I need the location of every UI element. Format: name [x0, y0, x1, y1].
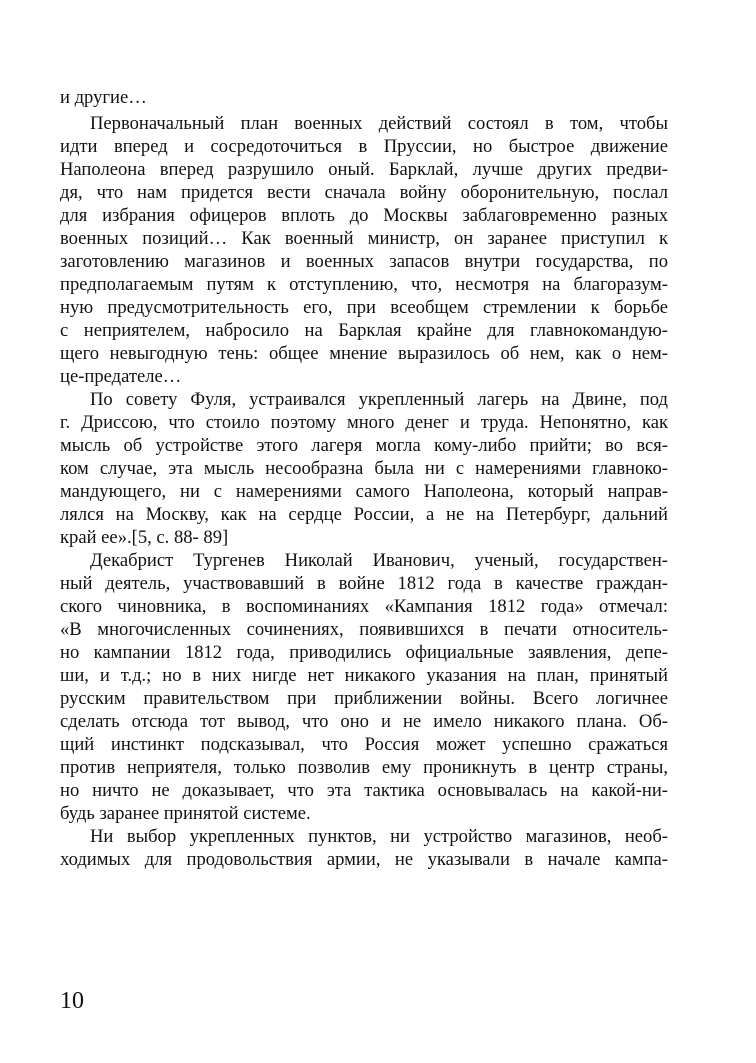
text-line: для избрания офицеров вплоть до Москвы заблаговременно разных — [60, 205, 668, 226]
text-line: ши, и т.д.; но в них нигде нет никакого указания на план, принятый — [60, 665, 668, 686]
text-line: мысль об устройстве этого лагеря могла кому-либо прийти; во вся- — [60, 435, 668, 456]
text-line: дя, что нам придется вести сначала войну оборонительную, послал — [60, 182, 668, 203]
text-line: предполагаемым путям к отступлению, что, несмотря на благоразум- — [60, 274, 668, 295]
text-line: но ничто не доказывает, что эта тактика основывалась на какой-ни- — [60, 780, 668, 801]
text-line: ходимых для продовольствия армии, не указывали в начале кампа- — [60, 849, 668, 870]
text-line: и другие… — [60, 87, 147, 108]
text-line: заготовлению магазинов и военных запасов внутри государства, по — [60, 251, 668, 272]
text-line: Первоначальный план военных действий состоял в том, чтобы — [90, 113, 668, 134]
text-line: Наполеона вперед разрушило оный. Барклай, лучше других предви- — [60, 159, 668, 180]
text-line: край ее».[5, с. 88- 89] — [60, 527, 229, 548]
text-line: щего невыгодную тень: общее мнение выразилось об нем, как о нем- — [60, 343, 668, 364]
text-line: сделать отсюда тот вывод, что оно и не имело никакого плана. Об- — [60, 711, 668, 732]
text-line: Декабрист Тургенев Николай Иванович, ученый, государствен- — [90, 550, 668, 571]
text-line: г. Дриссою, что стоило поэтому много денег и труда. Непонятно, как — [60, 412, 668, 433]
text-line: ный деятель, участвовавший в войне 1812 года в качестве граждан- — [60, 573, 668, 594]
text-line: щий инстинкт подсказывал, что Россия может успешно сражаться — [60, 734, 668, 755]
text-line: По совету Фуля, устраивался укрепленный лагерь на Двине, под — [90, 389, 668, 410]
text-line: Ни выбор укрепленных пунктов, ни устройство магазинов, необ- — [90, 826, 668, 847]
text-line: но кампании 1812 года, приводились официальные заявления, депе- — [60, 642, 668, 663]
page-number: 10 — [60, 988, 84, 1014]
text-line: идти вперед и сосредоточиться в Пруссии, но быстрое движение — [60, 136, 668, 157]
text-line: военных позиций… Как военный министр, он заранее приступил к — [60, 228, 668, 249]
text-line: против неприятеля, только позволив ему проникнуть в центр страны, — [60, 757, 668, 778]
text-line: лялся на Москву, как на сердце России, а не на Петербург, дальний — [60, 504, 668, 525]
text-line: русским правительством при приближении войны. Всего логичнее — [60, 688, 668, 709]
text-line: це-предателе… — [60, 366, 182, 387]
text-line: с неприятелем, набросило на Барклая крайне для главнокомандую- — [60, 320, 668, 341]
text-line: «В многочисленных сочинениях, появившихся в печати относитель- — [60, 619, 668, 640]
text-line: ную предусмотрительность его, при всеобщем стремлении к борьбе — [60, 297, 668, 318]
text-line: мандующего, ни с намерениями самого Наполеона, который направ- — [60, 481, 668, 502]
text-line: ского чиновника, в воспоминаниях «Кампания 1812 года» отмечал: — [60, 596, 668, 617]
text-line: ком случае, эта мысль несообразна была ни с намерениями главноко- — [60, 458, 668, 479]
text-line: будь заранее принятой системе. — [60, 803, 311, 824]
